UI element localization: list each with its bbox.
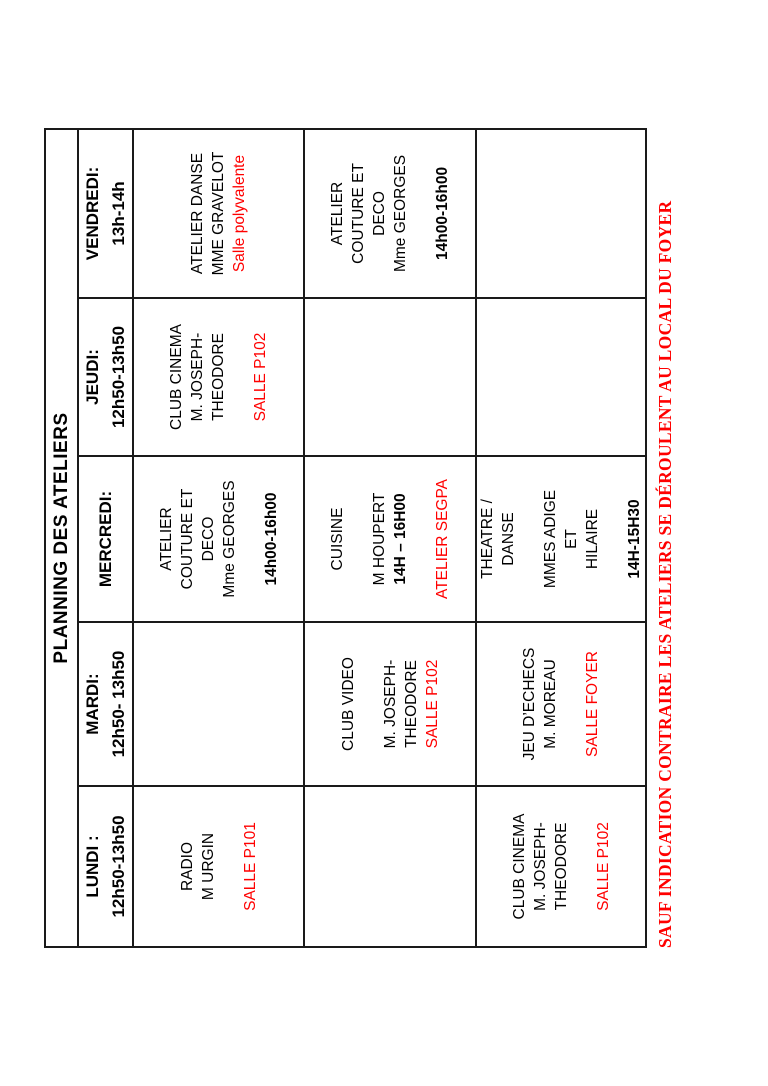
cell-text-line [519,457,540,621]
cell-text-line: MMES ADIGE [542,489,559,589]
cell-text-line: 14h00-16h00 [262,492,280,586]
cell-lundi-slot1 [133,786,304,947]
day-header-mardi [78,622,133,786]
cell-text-line: Mme GEORGES [392,154,409,273]
cell-text-line [219,787,240,946]
cell-text-line: SALLE P102 [423,659,441,749]
cell-text-line: MARDI: [82,673,102,735]
cell-text-line: JEUDI: [82,349,102,405]
cell-text-line: ATELIER SEGPA [434,478,451,600]
cell-text-line [229,299,250,455]
cell-jeudi-slot2 [304,298,476,456]
cell-mercredi-slot2 [304,456,476,622]
cell-text-line: THEODORE [552,822,570,911]
cell-text-line: COUTURE ET [178,488,196,590]
cell-vendredi-slot1 [133,129,304,298]
cell-text-line: SALLE FOYER [584,651,601,757]
cell-text-line: 12h50- 13h50 [108,650,128,758]
cell-text-line [411,457,432,621]
day-header-mercredi [78,456,133,622]
day-header-jeudi [78,298,133,456]
cell-text-line: 12h50-13h50 [108,325,128,429]
cell-text-line: 14h00-16h00 [434,166,451,260]
cell-text-line: 13h-14h [108,181,128,246]
cell-vendredi-slot3 [476,129,646,298]
cell-text-line: THEATRE / [479,499,496,579]
cell-text-line: CLUB CINEMA [510,813,528,920]
cell-vendredi-slot2 [304,129,476,298]
cell-mercredi-slot1 [133,456,304,622]
cell-mardi-slot1 [133,622,304,786]
cell-text-line: M. JOSEPH- [381,659,399,749]
cell-text-line: M. JOSEPH- [189,332,206,422]
table-title: PLANNING DES ATELIERS [45,129,78,947]
cell-text-line: ATELIER DANSE [189,152,206,275]
cell-text-line: SALLE P102 [594,822,612,911]
cell-text-line [348,457,369,621]
cell-text-line: M. MOREAU [542,659,559,749]
cell-mardi-slot2 [304,622,476,786]
cell-text-line: Mme GEORGES [220,480,238,598]
cell-text-line: VENDREDI: [82,166,102,261]
cell-jeudi-slot1 [133,298,304,456]
cell-text-line: ATELIER [157,507,175,571]
cell-lundi-slot3 [476,786,646,947]
cell-text-line [603,457,624,621]
cell-text-line: 12h50-13h50 [108,815,128,918]
cell-text-line: DECO [371,191,388,236]
cell-text-line: ATELIER [329,181,346,246]
cell-text-line: MERCREDI: [95,490,115,588]
cell-lundi-slot2 [304,786,476,947]
cell-text-line [411,130,432,297]
cell-text-line: 14H-15H30 [626,499,643,579]
day-header-vendredi [78,129,133,298]
cell-mercredi-slot3 [476,456,646,622]
cell-text-line: Salle polyvalente [231,154,248,273]
cell-text-line: HILAIRE [584,508,601,570]
cell-text-line [561,623,582,785]
planning-table [44,128,647,948]
cell-mardi-slot3 [476,622,646,786]
cell-text-line: CUISINE [329,507,346,571]
cell-text-line: M URGIN [199,832,217,901]
cell-text-line [359,623,380,785]
cell-text-line: THEODORE [402,660,420,748]
cell-text-line: SALLE P102 [252,332,269,422]
cell-text-line: 14H – 16H00 [392,493,409,585]
cell-text-line: LUNDI : [82,835,102,898]
cell-text-line: THEODORE [210,333,227,421]
cell-text-line [572,787,593,946]
cell-text-line: CLUB VIDEO [339,657,357,751]
cell-text-line: DANSE [500,512,517,566]
cell-text-line: SALLE P101 [241,822,259,911]
cell-text-line: JEU D’ECHECS [521,647,538,761]
cell-text-line: ET [563,529,580,549]
day-header-lundi [78,786,133,947]
cell-text-line: RADIO [178,841,196,892]
cell-text-line: DECO [199,516,217,562]
cell-text-line: M HOUPERT [371,492,388,586]
cell-text-line: MME GRAVELOT [210,151,227,276]
cell-text-line: COUTURE ET [350,163,367,264]
cell-text-line: CLUB CINEMA [168,324,185,430]
cell-text-line [240,457,261,621]
cell-jeudi-slot3 [476,298,646,456]
footer-note: SAUF INDICATION CONTRAIRE LES ATELIERS SE DÉROULENT AU LOCAL DU FOYER [655,200,675,948]
cell-text-line: M. JOSEPH- [531,822,549,911]
